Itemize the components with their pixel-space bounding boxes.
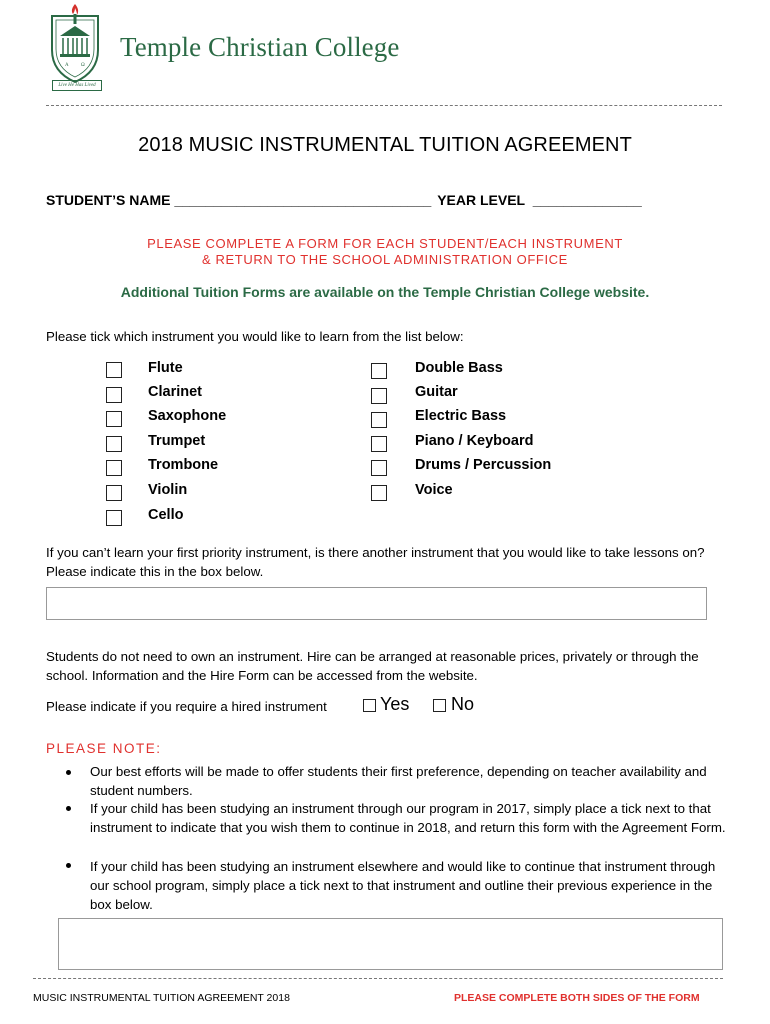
checkbox-guitar[interactable]	[371, 388, 387, 404]
instrument-label: Flute	[148, 360, 183, 376]
bullet-icon	[66, 806, 71, 811]
bullet-icon	[66, 863, 71, 868]
checkbox-violin[interactable]	[106, 485, 122, 501]
instrument-label: Violin	[148, 482, 188, 498]
instrument-label: Double Bass	[415, 360, 503, 376]
instrument-label: Piano / Keyboard	[415, 433, 534, 449]
instrument-label: Trombone	[148, 457, 219, 473]
previous-experience-input[interactable]	[58, 918, 723, 970]
year-level-label: YEAR LEVEL	[437, 192, 525, 208]
school-crest-icon	[46, 2, 104, 92]
checkbox-trumpet[interactable]	[106, 436, 122, 452]
instrument-label: Saxophone	[148, 408, 227, 424]
checkbox-piano-keyboard[interactable]	[371, 436, 387, 452]
footer-document-name: MUSIC INSTRUMENTAL TUITION AGREEMENT 2018	[33, 992, 290, 1004]
footer-divider	[33, 978, 723, 979]
instrument-label: Guitar	[415, 384, 458, 400]
instrument-prompt: Please tick which instrument you would like to learn from the list below:	[46, 329, 464, 344]
footer-reminder: PLEASE COMPLETE BOTH SIDES OF THE FORM	[454, 992, 700, 1004]
notice-line-2: & RETURN TO THE SCHOOL ADMINISTRATION OFFICE	[202, 252, 568, 267]
checkbox-double-bass[interactable]	[371, 363, 387, 379]
instrument-label: Voice	[415, 482, 453, 498]
checkbox-electric-bass[interactable]	[371, 412, 387, 428]
bullet-icon	[66, 770, 71, 775]
instrument-label: Clarinet	[148, 384, 202, 400]
svg-text:Ω: Ω	[81, 63, 85, 68]
second-priority-question: If you can’t learn your first priority instrument, is there another instrument that you would like to take lessons on? Please indicate this in the box below.	[46, 545, 705, 579]
student-name-label: STUDENT’S NAME	[46, 192, 171, 208]
svg-text:A: A	[65, 63, 69, 68]
second-priority-input[interactable]	[46, 587, 707, 620]
instrument-label: Trumpet	[148, 433, 206, 449]
college-motto: Live He Has Lived	[52, 80, 102, 91]
note-item: Our best efforts will be made to offer students their first preference, depending on teacher availability and student numbers.	[90, 764, 707, 798]
checkbox-clarinet[interactable]	[106, 387, 122, 403]
hire-yes-checkbox[interactable]	[363, 699, 376, 712]
checkbox-drums-percussion[interactable]	[371, 460, 387, 476]
student-info-line	[46, 192, 642, 208]
checkbox-saxophone[interactable]	[106, 411, 122, 427]
hire-no-label: No	[451, 694, 475, 714]
submission-notice	[0, 236, 770, 268]
additional-forms-note: Additional Tuition Forms are available on the Temple Christian College website.	[120, 284, 650, 300]
year-level-field[interactable]: ______________	[532, 192, 642, 208]
note-item: If your child has been studying an instrument elsewhere and would like to continue that instrument through our school program, simply place a tick next to that instrument and outline their previous experience in the box below.	[90, 859, 716, 912]
hire-yes-label: Yes	[380, 694, 410, 714]
college-name: Temple Christian College	[120, 32, 400, 62]
header-divider	[46, 105, 722, 106]
instrument-label: Cello	[148, 507, 184, 523]
hire-no-checkbox[interactable]	[433, 699, 446, 712]
instrument-label: Electric Bass	[415, 408, 507, 424]
form-title: 2018 MUSIC INSTRUMENTAL TUITION AGREEMENT	[138, 134, 632, 156]
checkbox-trombone[interactable]	[106, 460, 122, 476]
student-name-field[interactable]: _________________________________	[174, 192, 432, 208]
hire-prompt: Please indicate if you require a hired instrument	[46, 699, 327, 714]
note-heading: PLEASE NOTE:	[46, 741, 162, 756]
note-item: If your child has been studying an instrument through our program in 2017, simply place a tick next to that instrument to indicate that you wish them to continue in 2018, and return this form with the Agreement Form.	[90, 801, 726, 835]
instrument-label: Drums / Percussion	[415, 457, 552, 473]
checkbox-flute[interactable]	[106, 362, 122, 378]
notice-line-1: PLEASE COMPLETE A FORM FOR EACH STUDENT/EACH INSTRUMENT	[147, 236, 623, 251]
checkbox-voice[interactable]	[371, 485, 387, 501]
checkbox-cello[interactable]	[106, 510, 122, 526]
hire-information: Students do not need to own an instrument. Hire can be arranged at reasonable prices, privately or through the school. Information and the Hire Form can be accessed from the website.	[46, 649, 699, 683]
